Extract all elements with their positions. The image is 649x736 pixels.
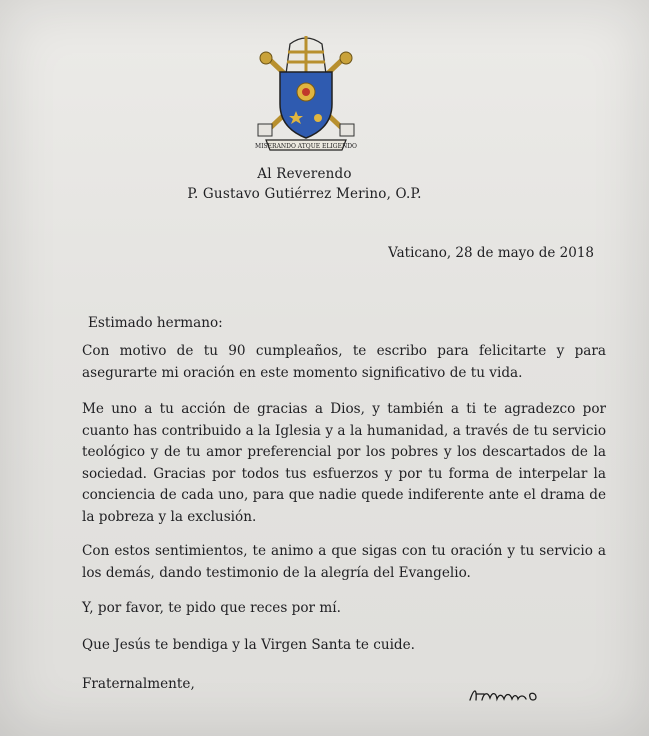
handwritten-signature: [468, 684, 544, 706]
greeting: Estimado hermano:: [88, 315, 223, 331]
addressee-title: Al Reverendo: [257, 166, 352, 182]
closing: Fraternalmente,: [82, 676, 195, 692]
letter-date: Vaticano, 28 de mayo de 2018: [388, 245, 594, 261]
paragraph-4: Y, por favor, te pido que reces por mí.: [82, 600, 341, 616]
crest-motto: MISERANDO ATQUE ELIGENDO: [255, 143, 357, 150]
addressee-name: P. Gustavo Gutiérrez Merino, O.P.: [187, 186, 422, 202]
papal-coat-of-arms: [248, 30, 364, 154]
paragraph-5: Que Jesús te bendiga y la Virgen Santa te cuide.: [82, 637, 415, 653]
paragraph-3: Con estos sentimientos, te animo a que sigas con tu oración y tu servicio a los demás, dando testimonio de la alegría del Evangelio.: [82, 543, 606, 581]
paragraph-1: Con motivo de tu 90 cumpleaños, te escribo para felicitarte y para asegurarte mi oración en este momento significativo de tu vida.: [82, 343, 606, 381]
paragraph-2: Me uno a tu acción de gracias a Dios, y también a ti te agradezco por cuanto has contribuido a la Iglesia y a la humanidad, a través de tu servicio teológico y de tu amor preferencial por los pobres y los descartados de la sociedad. Gracias por todos tus esfuerzos y por tu forma de interpelar la conciencia de cada uno, para que nadie quede indiferente ante el drama de la pobreza y la exclusión.: [82, 401, 606, 525]
